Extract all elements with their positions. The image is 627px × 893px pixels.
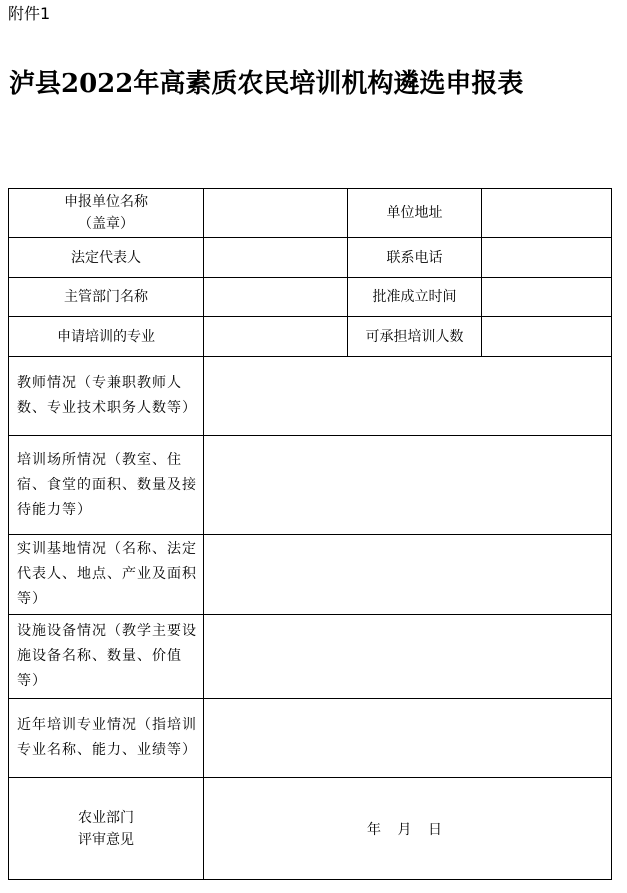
label-review: 农业部门 评审意见 xyxy=(9,778,204,880)
form-row-history xyxy=(9,699,612,778)
label-unit-address: 单位地址 xyxy=(348,189,482,238)
input-department[interactable] xyxy=(204,278,348,317)
form-row-legal-rep xyxy=(9,238,612,278)
input-teachers[interactable] xyxy=(204,357,612,436)
input-capacity[interactable] xyxy=(482,317,612,357)
form-row-unit-name xyxy=(9,189,612,238)
form-row-equipment xyxy=(9,615,612,699)
input-history[interactable] xyxy=(204,699,612,778)
review-opinion-area[interactable] xyxy=(204,778,612,880)
label-facilities: 培训场所情况（教室、住宿、食堂的面积、数量及接待能力等） xyxy=(9,436,204,535)
form-title: 泸县2022年高素质农民培训机构遴选申报表 xyxy=(9,69,524,99)
label-major: 申请培训的专业 xyxy=(9,317,204,357)
input-approval-date[interactable] xyxy=(482,278,612,317)
form-row-teachers xyxy=(9,357,612,436)
label-unit-name: 申报单位名称 （盖章） xyxy=(9,189,204,238)
label-department: 主管部门名称 xyxy=(9,278,204,317)
label-teachers: 教师情况（专兼职教师人数、专业技术职务人数等） xyxy=(9,357,204,436)
input-legal-rep[interactable] xyxy=(204,238,348,278)
input-phone[interactable] xyxy=(482,238,612,278)
label-phone: 联系电话 xyxy=(348,238,482,278)
label-practice-base: 实训基地情况（名称、法定代表人、地点、产业及面积等） xyxy=(9,535,204,615)
form-row-department xyxy=(9,278,612,317)
application-form-table xyxy=(8,188,612,880)
label-history: 近年培训专业情况（指培训专业名称、能力、业绩等） xyxy=(9,699,204,778)
form-row-practice-base xyxy=(9,535,612,615)
input-facilities[interactable] xyxy=(204,436,612,535)
attachment-label: 附件1 xyxy=(8,4,51,23)
input-major[interactable] xyxy=(204,317,348,357)
form-row-facilities xyxy=(9,436,612,535)
input-unit-name[interactable] xyxy=(204,189,348,238)
form-row-major xyxy=(9,317,612,357)
label-legal-rep: 法定代表人 xyxy=(9,238,204,278)
review-date: 年 月 日 xyxy=(367,821,448,838)
label-approval-date: 批准成立时间 xyxy=(348,278,482,317)
form-row-review xyxy=(9,778,612,880)
input-unit-address[interactable] xyxy=(482,189,612,238)
input-equipment[interactable] xyxy=(204,615,612,699)
label-equipment: 设施设备情况（教学主要设施设备名称、数量、价值等） xyxy=(9,615,204,699)
label-capacity: 可承担培训人数 xyxy=(348,317,482,357)
input-practice-base[interactable] xyxy=(204,535,612,615)
